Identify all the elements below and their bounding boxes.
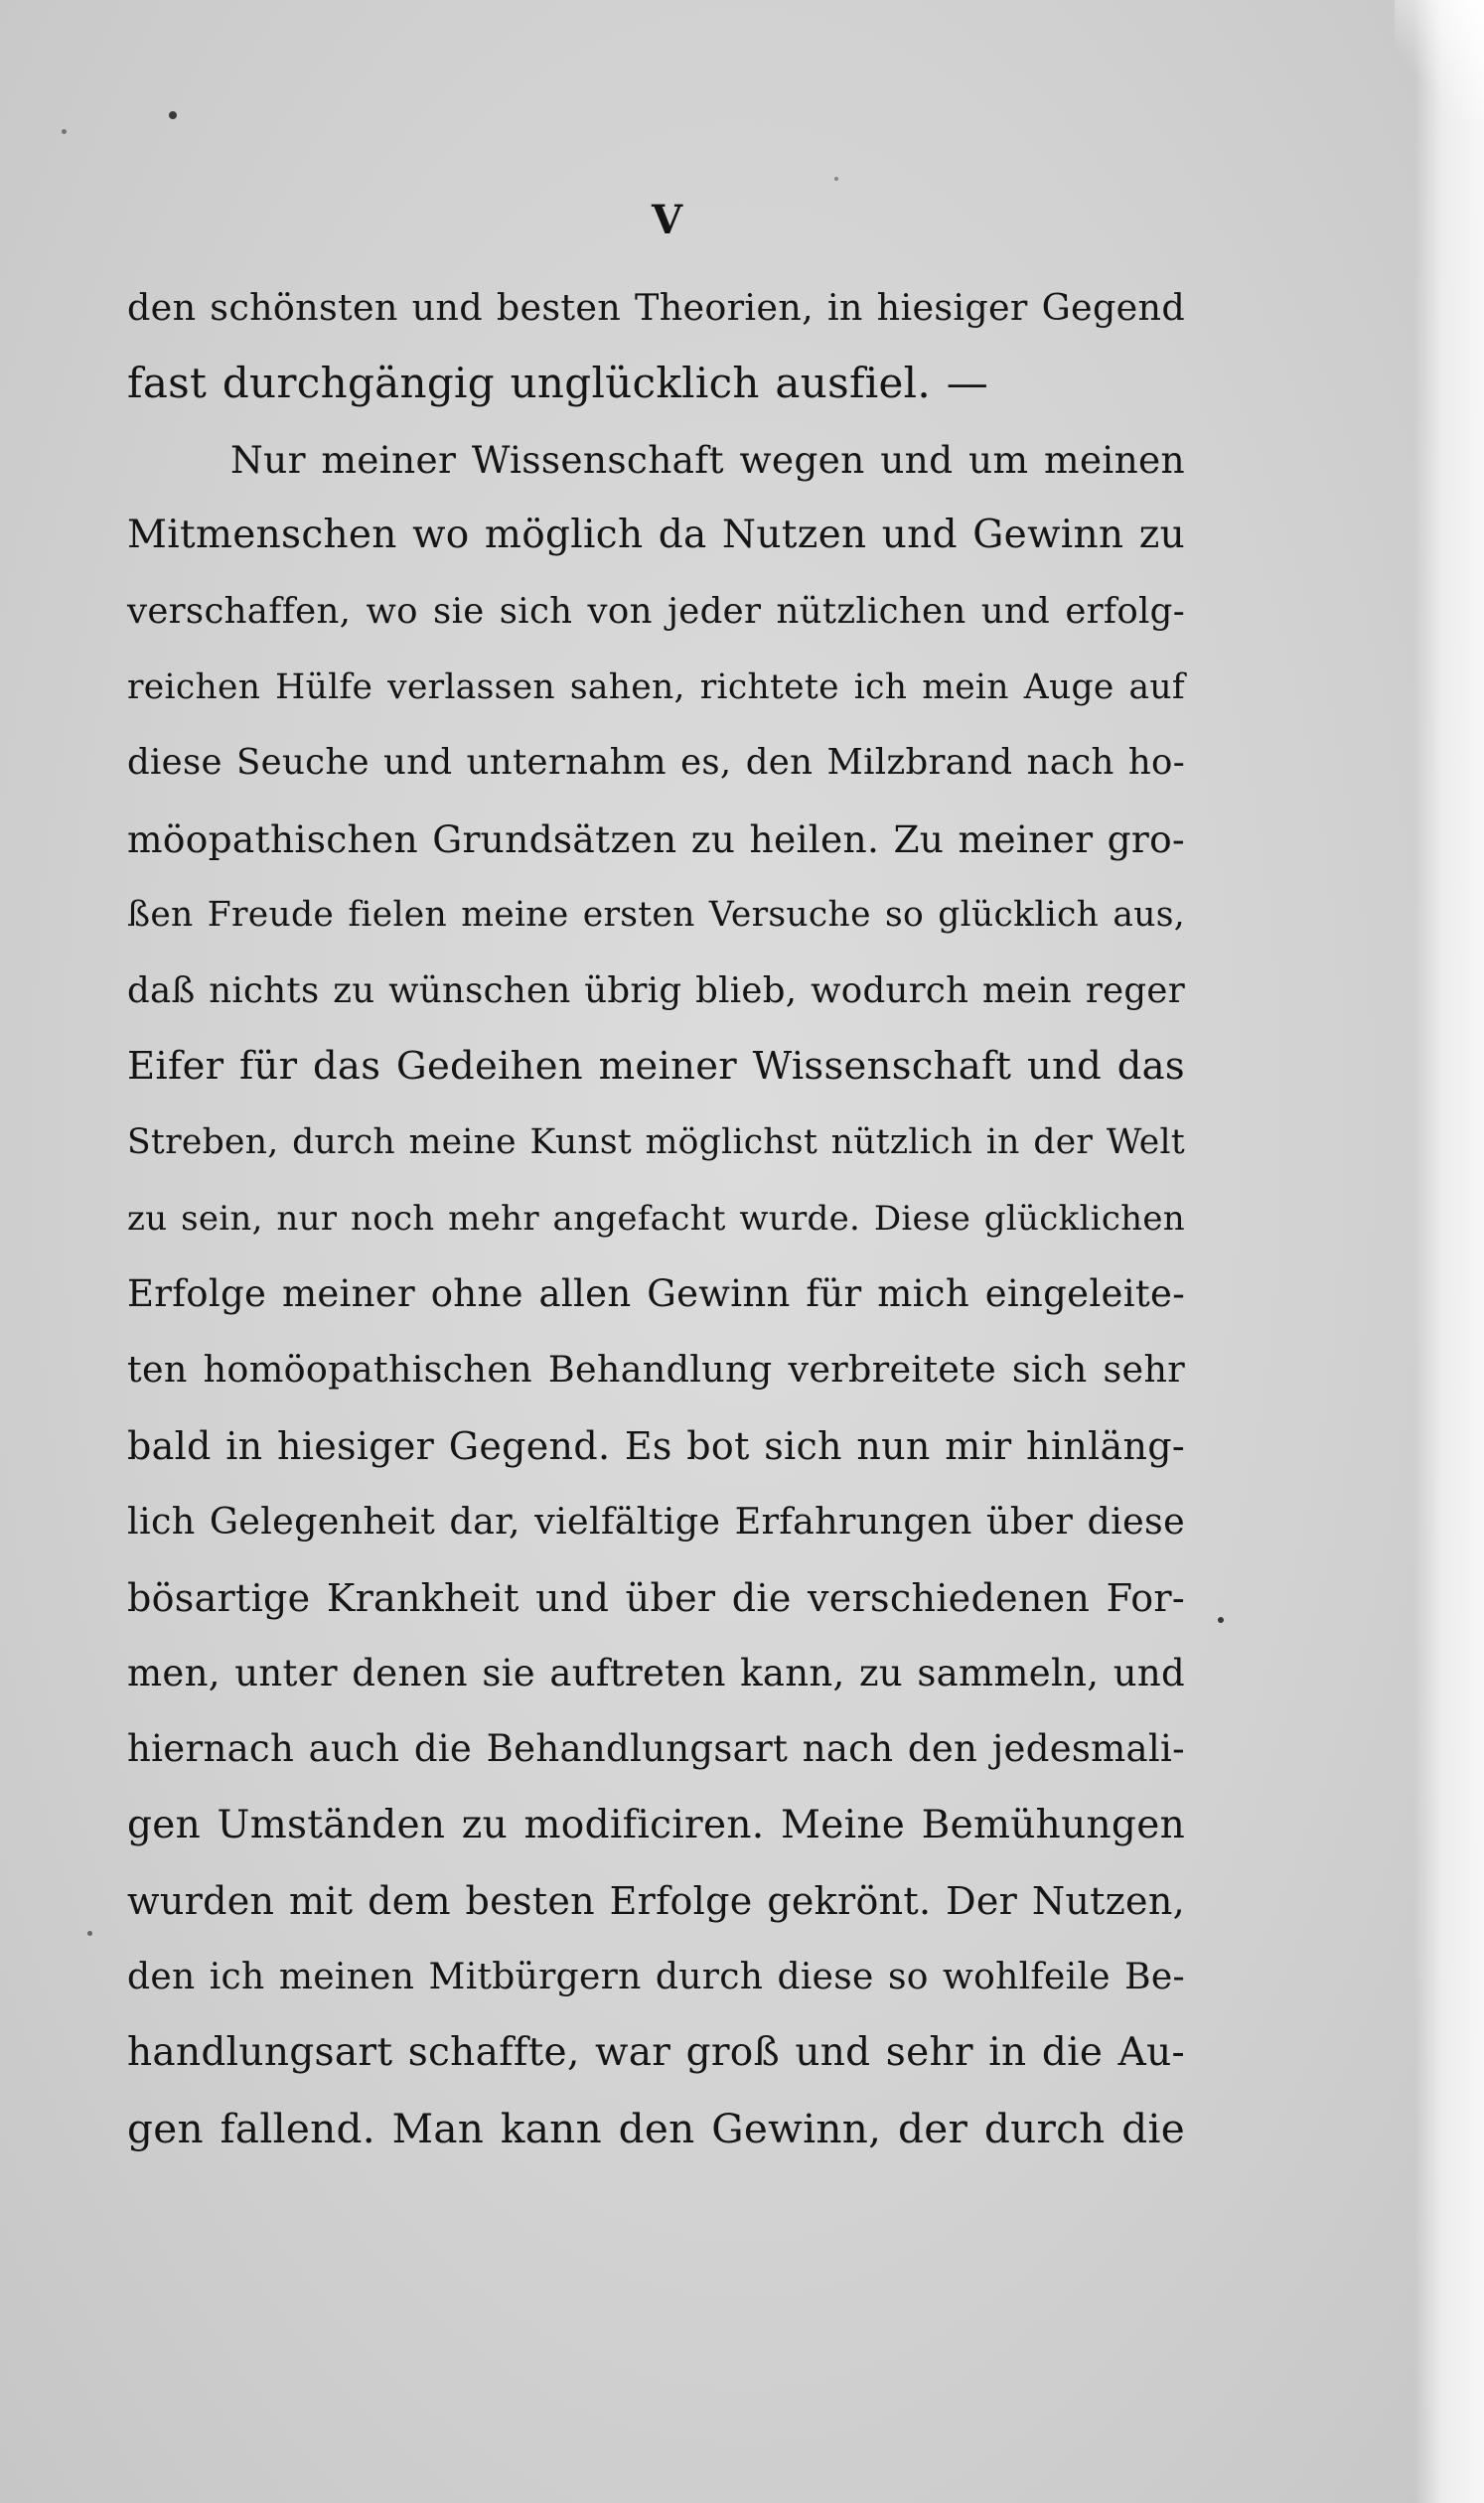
text-line: Erfolge meiner ohne allen Gewinn für mich eingeleite- (127, 1272, 1185, 1316)
text-line: diese Seuche und unternahm es, den Milzbrand nach ho- (127, 742, 1185, 784)
page-number: V (651, 197, 684, 243)
page-edge (1414, 0, 1484, 2503)
page-corner (1395, 0, 1484, 119)
text-line: bösartige Krankheit und über die verschiedenen For- (127, 1575, 1185, 1620)
text-line: Mitmenschen wo möglich da Nutzen und Gewinn zu (127, 513, 1185, 558)
ink-speck (62, 129, 67, 134)
text-line: möopathischen Grundsätzen zu heilen. Zu meiner gro- (127, 816, 1185, 861)
text-line: daß nichts zu wünschen übrig blieb, wodurch mein reger (127, 969, 1185, 1011)
text-line: reichen Hülfe verlassen sahen, richtete ich mein Auge auf (127, 666, 1185, 707)
text-line: fast durchgängig unglücklich ausfiel. — (127, 359, 989, 408)
body-text (127, 270, 1185, 2167)
text-line: men, unter denen sie auftreten kann, zu sammeln, und (127, 1652, 1185, 1695)
ink-speck (1218, 1617, 1224, 1623)
ink-speck (834, 177, 838, 181)
ink-speck (169, 111, 177, 119)
text-line: wurden mit dem besten Erfolge gekrönt. Der Nutzen, (127, 1879, 1185, 1924)
text-line: Nur meiner Wissenschaft wegen und um meinen (230, 437, 1185, 482)
text-line: hiernach auch die Behandlungsart nach den jedesmali- (127, 1727, 1185, 1771)
text-line: Eifer für das Gedeihen meiner Wissenschaft und das (127, 1043, 1185, 1089)
text-line: lich Gelegenheit dar, vielfältige Erfahrungen über diese (127, 1500, 1185, 1544)
text-line: gen fallend. Man kann den Gewinn, der durch die (127, 2105, 1185, 2153)
text-line: Streben, durch meine Kunst möglichst nützlich in der Welt (127, 1122, 1185, 1163)
text-line: ßen Freude fielen meine ersten Versuche so glücklich aus, (127, 895, 1185, 936)
text-line: gen Umständen zu modificiren. Meine Bemühungen (127, 1802, 1185, 1847)
text-line: zu sein, nur noch mehr angefacht wurde. Diese glücklichen (127, 1198, 1185, 1239)
text-line: verschaffen, wo sie sich von jeder nützlichen und erfolg- (127, 590, 1185, 632)
text-line: handlungsart schaffte, war groß und sehr in die Au- (127, 2029, 1185, 2075)
text-line: den ich meinen Mitbürgern durch diese so wohlfeile Be- (127, 1956, 1185, 1997)
text-line: den schönsten und besten Theorien, in hiesiger Gegend (127, 286, 1185, 329)
text-line: ten homöopathischen Behandlung verbreitete sich sehr (127, 1348, 1185, 1392)
text-line: bald in hiesiger Gegend. Es bot sich nun mir hinläng- (127, 1423, 1185, 1468)
ink-speck (87, 1931, 92, 1936)
